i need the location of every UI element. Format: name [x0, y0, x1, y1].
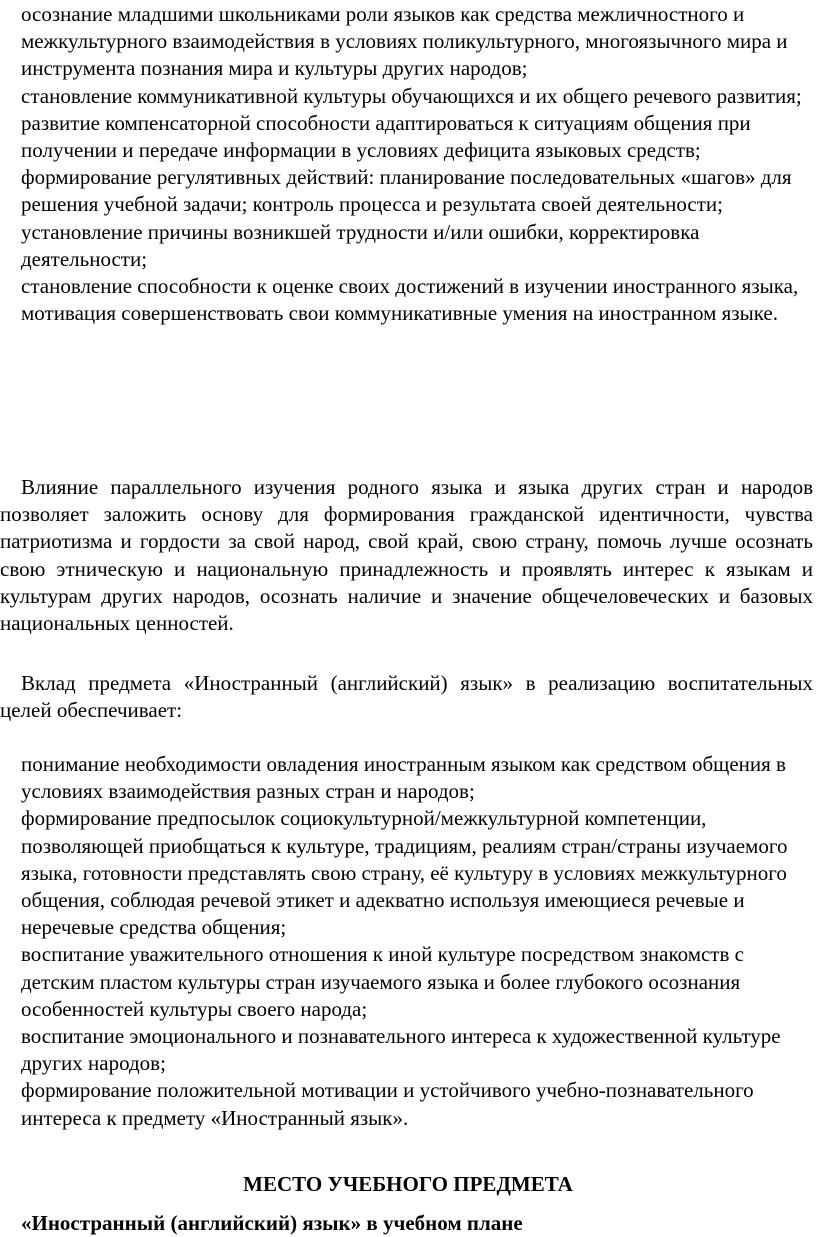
outcomes-list — [21, 1, 811, 327]
list-item: воспитание эмоционального и познавательного интереса к художественной культуре других народов; — [21, 1024, 781, 1076]
section-subheading: «Иностранный (английский) язык» в учебном плане — [21, 1211, 523, 1235]
section-heading: МЕСТО УЧЕБНОГО ПРЕДМЕТА — [243, 1172, 573, 1196]
contribution-paragraph-block — [0, 670, 813, 724]
list-item: осознание младшими школьниками роли языков как средства межличностного и межкультурного взаимодействия в условиях поликультурного, многоязычного мира и инструмента познания мира и культуры других народов; — [21, 2, 788, 81]
list-item: понимание необходимости овладения иностранным языком как средством общения в условиях взаимодействия разных стран и народов; — [21, 752, 786, 804]
list-item: формирование регулятивных действий: планирование последовательных «шагов» для решения учебной задачи; контроль процесса и результата своей деятельности; установление причины возникшей трудности и/или ошибки, корректировка деятельности; — [21, 165, 792, 271]
influence-paragraph-block — [0, 474, 813, 637]
educational-goals-list — [21, 751, 811, 1132]
list-item: формирование положительной мотивации и устойчивого учебно-познавательного интереса к предмету «Иностранный язык». — [21, 1078, 754, 1130]
list-item: становление способности к оценке своих достижений в изучении иностранного языка, мотивация совершенствовать свои коммуникативные умения на иностранном языке. — [21, 274, 799, 326]
contribution-paragraph: Вклад предмета «Иностранный (английский) язык» в реализацию воспитательных целей обеспечивает: — [0, 671, 813, 723]
list-item: воспитание уважительного отношения к иной культуре посредством знакомств с детским пластом культуры стран изучаемого языка и более глубокого осознания особенностей культуры своего народа; — [21, 942, 744, 1021]
list-item: становление коммуникативной культуры обучающихся и их общего речевого развития; — [21, 83, 802, 108]
list-item: развитие компенсаторной способности адаптироваться к ситуациям общения при получении и передаче информации в условиях дефицита языковых средств; — [21, 110, 751, 163]
list-item: формирование предпосылок социокультурной/межкультурной компетенции, позволяющей приобщаться к культуре, традициям, реалиям стран/страны изучаемого языка, готовности представлять свою страну, её культуру в условиях межкультурного общения, соблюдая речевой этикет и адекватно используя имеющиеся речевые и неречевые средства общения; — [21, 806, 788, 940]
influence-paragraph: Влияние параллельного изучения родного языка и языка других стран и народов позволяет заложить основу для формирования гражданской идентичности, чувства патриотизма и гордости за свой народ, свой край, свою страну, помочь лучше осознать свою этническую и национальную принадлежность и проявлять интерес к языкам и культурам других народов, осознать наличие и значение общечеловеческих и базовых национальных ценностей. — [0, 475, 813, 636]
